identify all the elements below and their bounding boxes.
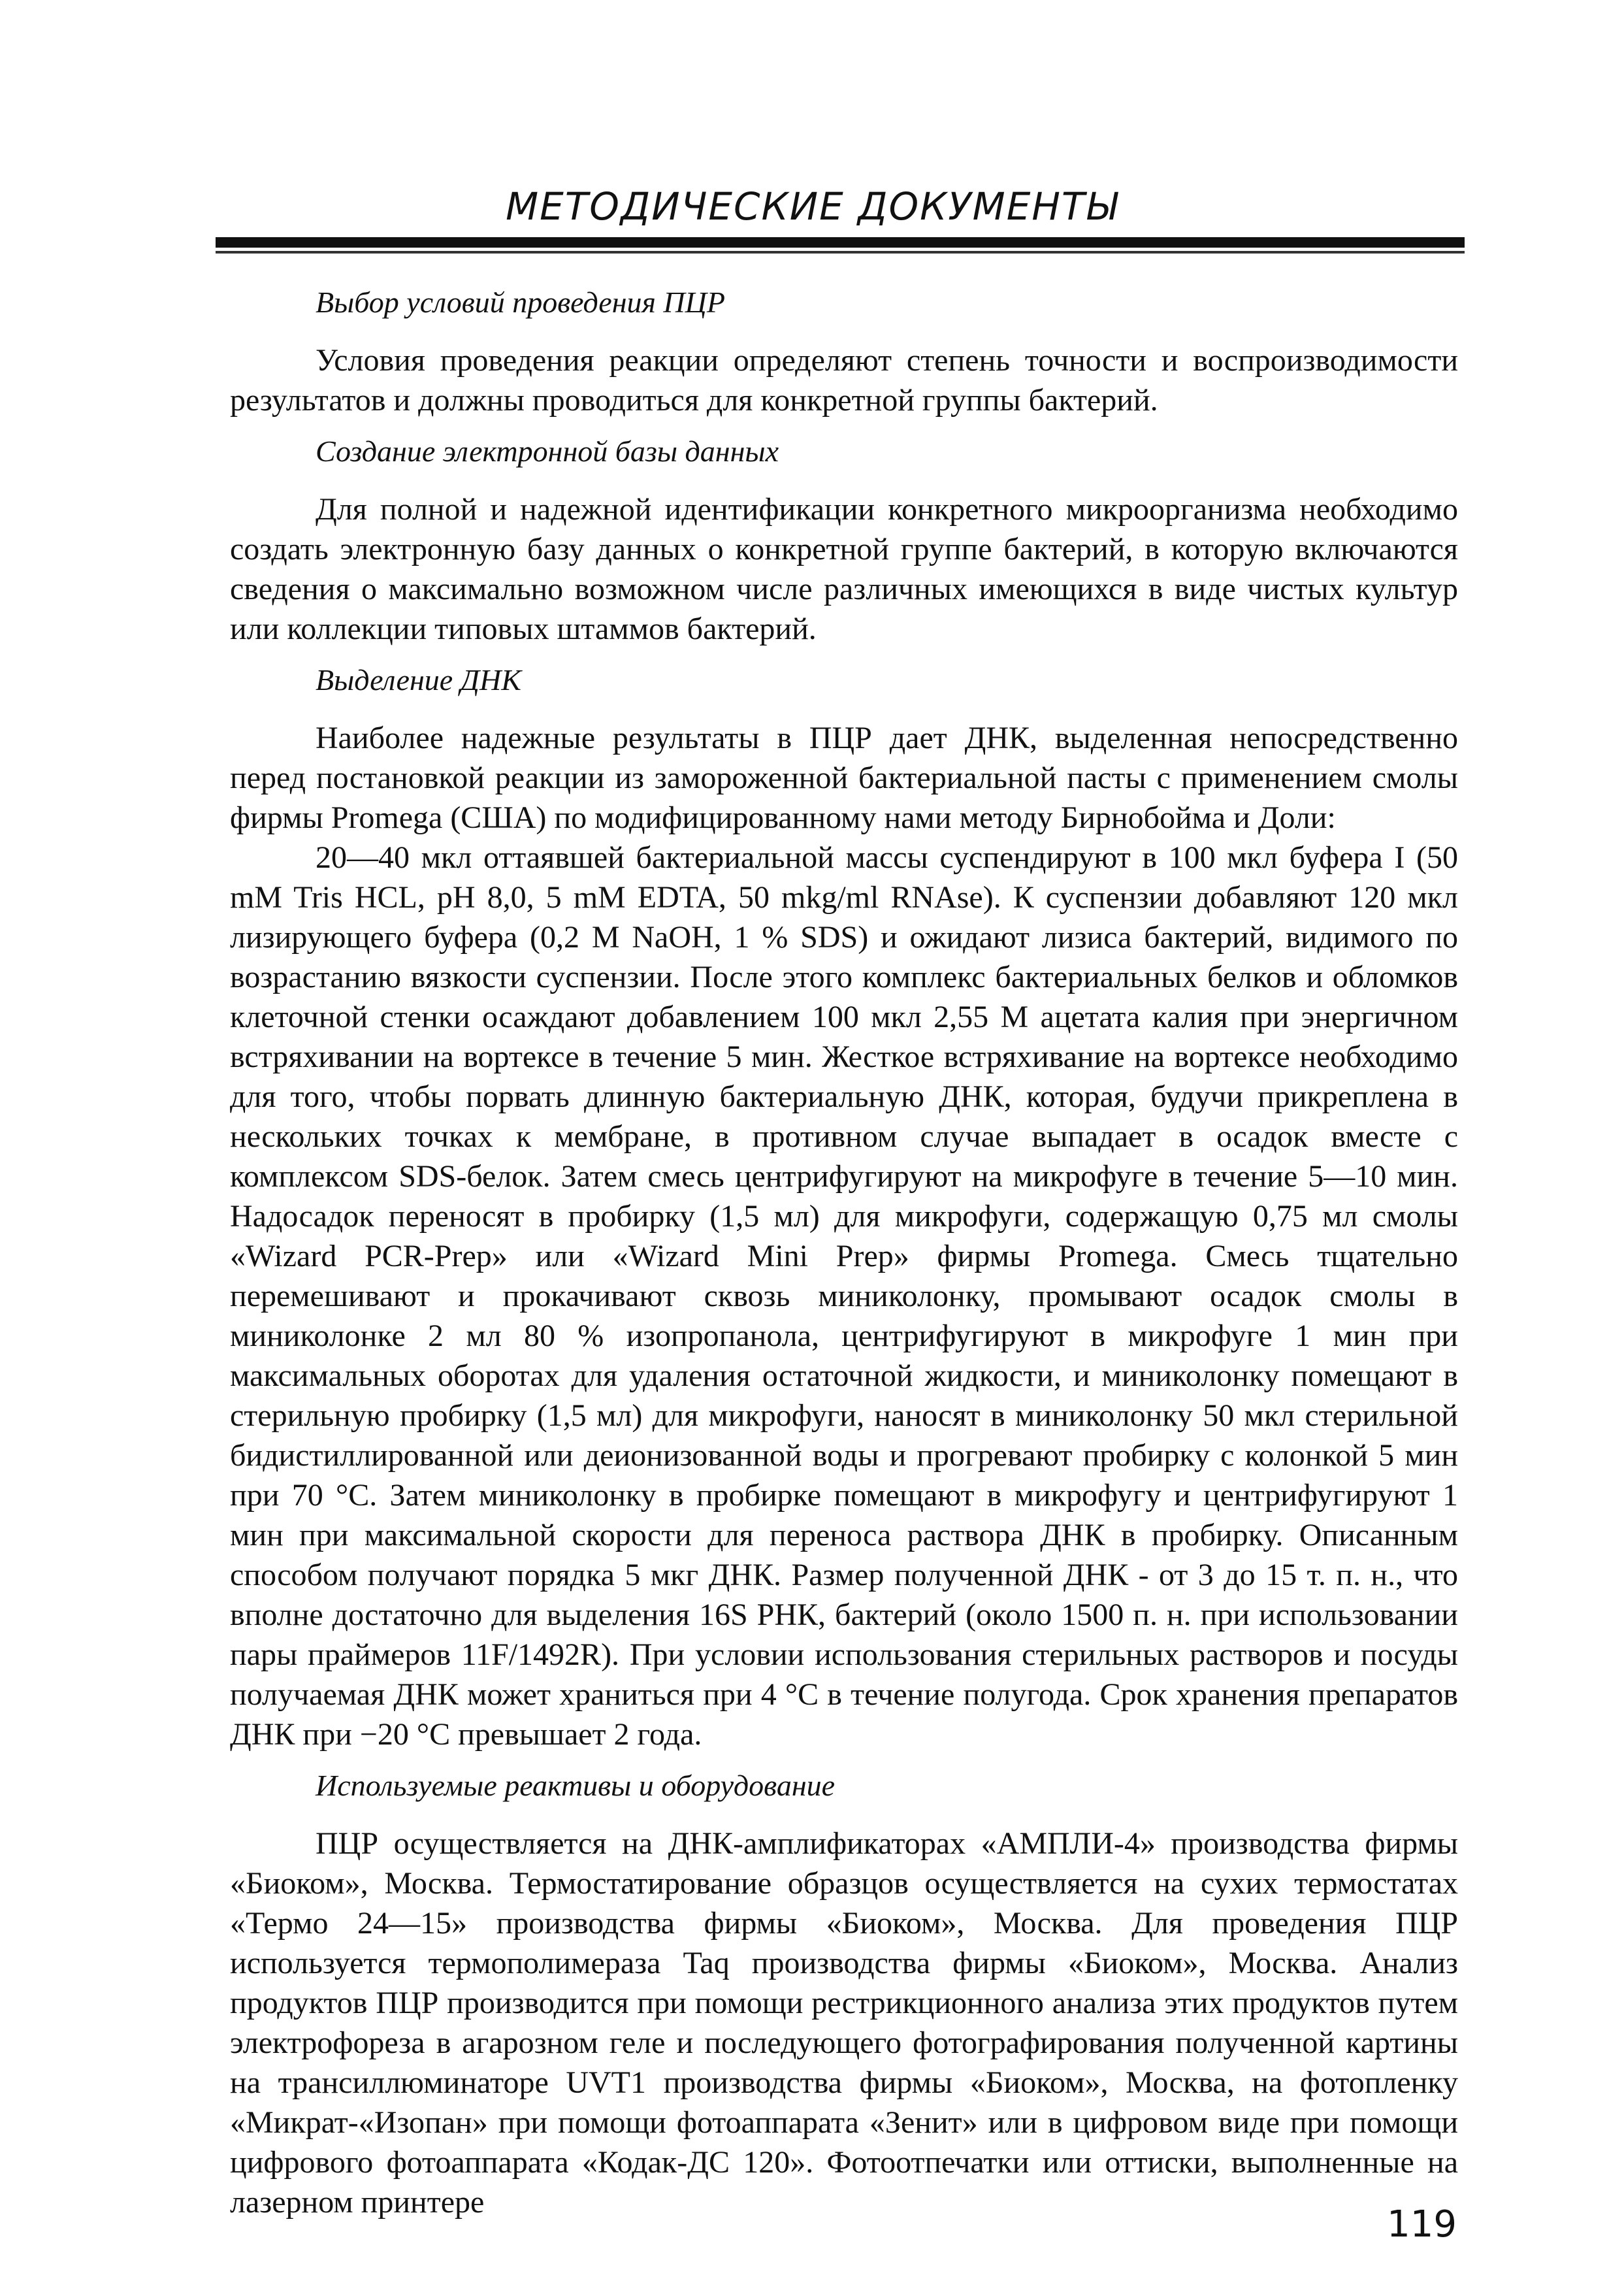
section-title: Используемые реактивы и оборудование xyxy=(316,1769,836,1802)
section-title: Создание электронной базы данных xyxy=(316,434,779,468)
paragraph: Для полной и надежной идентификации конкретного микроорганизма необходимо создать электронную базу данных о конкретной группе бактерий, в которую включаются сведения о максимально возможном числе различных имеющихся в виде чистых культур или коллекции типовых штаммов бактерий. xyxy=(230,492,1458,646)
section-title: Выбор условий проведения ПЦР xyxy=(316,286,725,319)
section-electronic-database xyxy=(230,432,1458,649)
paragraph: Условия проведения реакции определяют степень точности и воспроизводимости результатов и должны проводиться для конкретной группы бактерий. xyxy=(230,343,1458,418)
section-pcr-conditions xyxy=(230,283,1458,420)
header-rule-thick xyxy=(216,237,1465,248)
paragraph: ПЦР осуществляется на ДНК-амплификаторах «АМПЛИ-4» производства фирмы «Биоком», Москва. Термостатирование образцов осуществляется на сухих термостатах «Термо 24—15» производства фирмы «Биоком», Москва. Для проведения ПЦР используется термополимераза Taq производства фирмы «Биоком», Москва. Анализ продуктов ПЦР производится при помощи рестрикционного анализа этих продуктов путем электрофореза в агарозном геле и последующего фотографирования полученной картины на трансиллюминаторе UVT1 производства фирмы «Биоком», Москва, на фотопленку «Микрат-«Изопан» при помощи фотоаппарата «Зенит» или в цифровом виде при помощи цифрового фотоаппарата «Кодак-ДС 120». Фотоотпечатки или оттиски, выполненные на лазерном принтере xyxy=(230,1826,1458,2220)
section-reagents-equipment xyxy=(230,1766,1458,2222)
main-content xyxy=(230,271,1458,2222)
header-rule-thin xyxy=(216,251,1465,254)
paragraph: Наиболее надежные результаты в ПЦР дает ДНК, выделенная непосредственно перед постановкой реакции из замороженной бактериальной пасты с применением смолы фирмы Promega (США) по модифицированному нами методу Бирнобойма и Доли: xyxy=(230,721,1458,835)
paragraph: 20—40 мкл оттаявшей бактериальной массы суспендируют в 100 мкл буфера I (50 mM Tris HCL, pH 8,0, 5 mM EDTA, 50 mkg/ml RNAse). К суспензии добавляют 120 мкл лизирующего буфера (0,2 M NaOH, 1 % SDS) и ожидают лизиса бактерий, видимого по возрастанию вязкости суспензии. После этого комплекс бактериальных белков и обломков клеточной стенки осаждают добавлением 100 мкл 2,55 M ацетата калия при энергичном встряхивании на вортексе в течение 5 мин. Жесткое встряхивание на вортексе необходимо для того, чтобы порвать длинную бактериальную ДНК, которая, будучи прикреплена в нескольких точках к мембране, в противном случае выпадает в осадок вместе с комплексом SDS-белок. Затем смесь центрифугируют на микрофуге в течение 5—10 мин. Надосадок переносят в пробирку (1,5 мл) для микрофуги, содержащую 0,75 мл смолы «Wizard PCR-Prep» или «Wizard Mini Prep» фирмы Promega. Смесь тщательно перемешивают и прокачивают сквозь миниколонку, промывают осадок смолы в миниколонке 2 мл 80 % изопропанола, центрифугируют в микрофуге 1 мин при максимальных оборотах для удаления остаточной жидкости, и миниколонку помещают в стерильную пробирку (1,5 мл) для микрофуги, наносят в миниколонку 50 мкл стерильной бидистиллированной или деионизованной воды и прогревают пробирку с колонкой 5 мин при 70 °С. Затем миниколонку в пробирке помещают в микрофугу и центрифугируют 1 мин при максимальной скорости для переноса раствора ДНК в пробирку. Описанным способом получают порядка 5 мкг ДНК. Размер полученной ДНК - от 3 до 15 т. п. н., что вполне достаточно для выделения 16S РНК, бактерий (около 1500 п. н. при использовании пары праймеров 11F/1492R). При условии использования стерильных растворов и посуды получаемая ДНК может храниться при 4 °С в течение полугода. Срок хранения препаратов ДНК при −20 °С превышает 2 года. xyxy=(230,840,1458,1752)
running-header-title: МЕТОДИЧЕСКИЕ ДОКУМЕНТЫ xyxy=(506,184,1118,229)
page-number: 119 xyxy=(1387,2203,1457,2246)
section-title: Выделение ДНК xyxy=(316,663,521,696)
section-dna-isolation xyxy=(230,661,1458,1754)
